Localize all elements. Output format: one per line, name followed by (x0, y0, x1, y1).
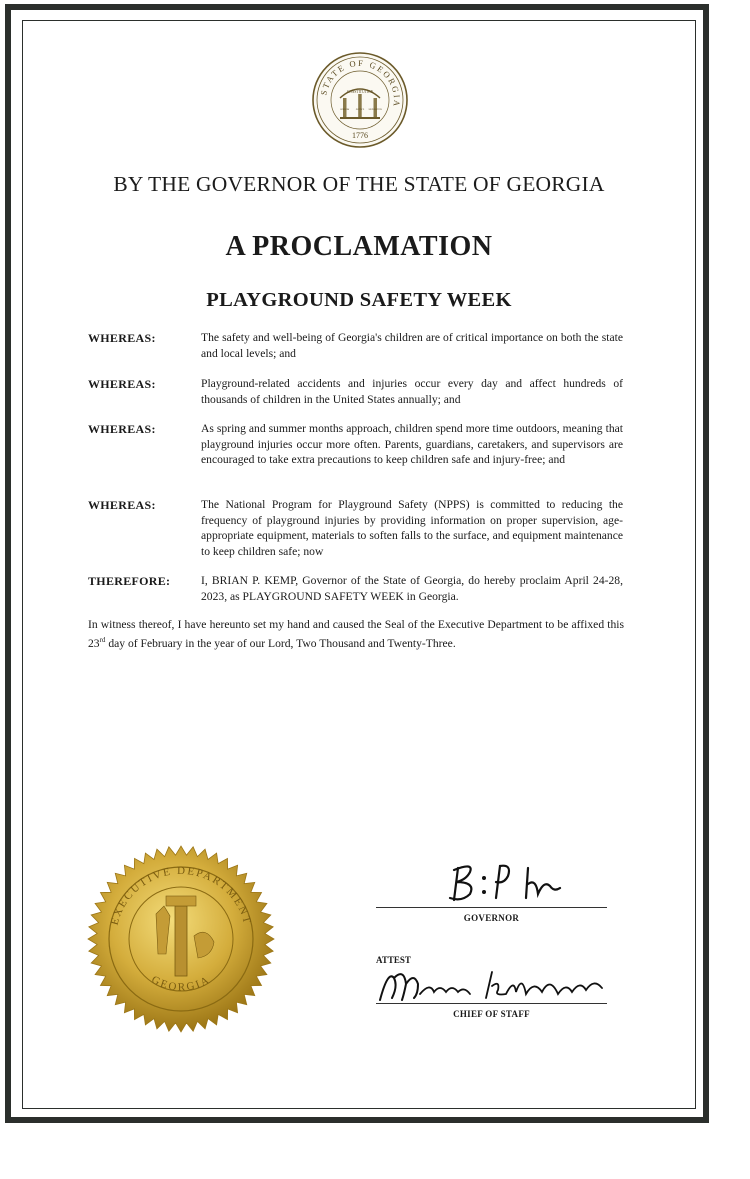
proclamation-authority-heading: BY THE GOVERNOR OF THE STATE OF GEORGIA (113, 172, 605, 196)
clause-text: Playground-related accidents and injuries occur every day and affect hundreds of thousands of children in the United States annually; and (201, 377, 623, 406)
clause-text: The National Program for Playground Safety (NPPS) is committed to reducing the frequency of playground injuries by providing information on proper supervision, age-appropriate equipment, materials to soften falls to the surface, and equipment maintenance to keep children safe; now (201, 498, 623, 558)
proclamation-subject: PLAYGROUND SAFETY WEEK (206, 289, 512, 311)
clause-label: WHEREAS: (88, 498, 156, 512)
witness-statement (88, 617, 624, 651)
clause-label: WHEREAS: (88, 331, 156, 345)
seal-pillar-right (374, 98, 378, 118)
clause-label: THEREFORE: (88, 574, 171, 588)
gold-seal-top-text: EXECUTIVE DEPARTMENT (108, 864, 254, 927)
seal-wisdom-text: WISDOM (340, 109, 350, 111)
gold-seal-column (175, 906, 187, 976)
seal-base (340, 117, 380, 119)
governor-signature-line (376, 907, 607, 908)
clause-text: I, BRIAN P. KEMP, Governor of the State of Georgia, do hereby proclaim April 24-28, 2023, as PLAYGROUND SAFETY WEEK in Georgia. (201, 574, 623, 603)
governor-caption: GOVERNOR (463, 913, 520, 923)
witness-ordinal: rd (99, 635, 106, 644)
chief-of-staff-signature (374, 964, 614, 1006)
seal-pillar-left (343, 98, 347, 118)
gold-seal-crest (166, 896, 196, 906)
seal-ring-text: STATE OF GEORGIA (318, 57, 403, 109)
witness-text-after: day of February in the year of our Lord, Two Thousand and Twenty-Three. (105, 636, 456, 650)
clause-label: WHEREAS: (88, 377, 156, 391)
clause-text: The safety and well-being of Georgia's children are of critical importance on both the state and local levels; and (201, 331, 623, 360)
clause-label: WHEREAS: (88, 422, 156, 436)
gold-executive-seal (86, 844, 276, 1034)
seal-justice-text: JUSTICE (355, 109, 365, 111)
chief-of-staff-caption: CHIEF OF STAFF (453, 1009, 530, 1019)
seal-banner-text: CONSTITUTION (346, 90, 374, 94)
seal-pillar-center (358, 94, 362, 118)
proclamation-title: A PROCLAMATION (225, 231, 493, 262)
witness-text-before: In witness thereof, I have hereunto set my hand and caused the Seal of the Executive Department to be affixed this 23 (88, 618, 624, 650)
chief-of-staff-signature-line (376, 1003, 607, 1004)
attest-label: ATTEST (376, 955, 411, 965)
seal-year: 1776 (352, 131, 368, 140)
chief-signature-text: Martin Kilpatrick (376, 1003, 391, 1005)
seal-moderation-text: MODERATION (368, 109, 382, 111)
governor-signature-text: B P K (442, 905, 447, 907)
governor-signature (440, 858, 570, 908)
gold-seal-bottom-text: GEORGIA (149, 973, 213, 994)
state-seal-emblem (310, 50, 410, 150)
clause-text: As spring and summer months approach, children spend more time outdoors, meaning that playground injuries occur more often. Parents, guardians, caretakers, and supervisors are encouraged to take extra precautions to keep children safe and injury-free; and (201, 422, 623, 466)
